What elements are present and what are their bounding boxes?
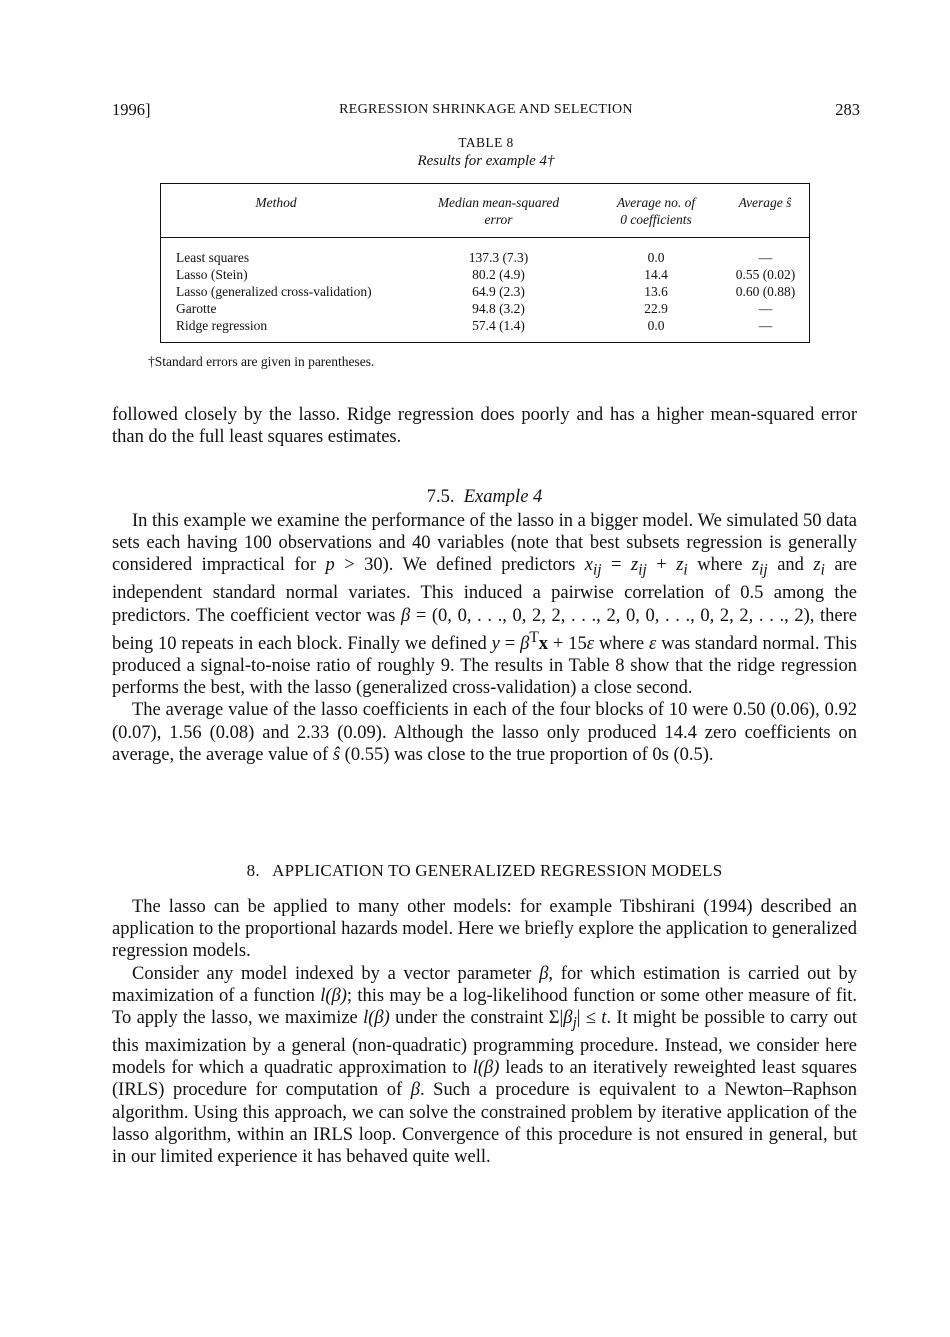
results-table [160,183,810,343]
cell-zero-coefficients: 0.0 [647,250,665,265]
table-footnote: †Standard errors are given in parentheses. [148,354,375,369]
math-symbol: t [601,1008,607,1029]
running-head-title: REGRESSION SHRINKAGE AND SELECTION [339,102,633,117]
running-head [112,100,860,124]
math-vector: x [538,633,548,654]
text-run: (0.55) was close to the true proportion of 0s (0.5). [340,744,714,765]
text-run: Consider any model indexed by a vector parameter [132,963,540,984]
cell-method: Lasso (generalized cross-validation) [176,284,372,299]
math-subscript: ij [638,562,647,580]
text-run: , for which estimation is carried out by maximization of a function [112,963,857,1006]
cell-mse: 80.2 (4.9) [472,267,525,282]
table-label: TABLE 8 [458,135,514,150]
cell-zero-coefficients: 22.9 [644,301,668,316]
paragraph: The lasso can be applied to many other models: for example Tibshirani (1994) described an application to the proportional hazards model. Here we briefly explore the application to generalized regression models. [112,897,857,962]
text-run: = [601,555,631,576]
text-run: was standard normal. This produced a signal-to-noise ratio of roughly 9. The results in Table 8 show that the ridge regression performs the best, with the lasso (generalized cross-validation) a close second. [112,633,857,699]
math-symbol: z [631,555,639,576]
column-header-line: Median mean-squared [437,195,560,210]
cell-average-s: — [758,318,773,333]
paragraph-text: followed closely by the lasso. Ridge regression does poorly and has a higher mean-squared error than do the full least squares estimates. [112,405,857,448]
math-subscript: ij [592,562,602,580]
text-run: = [499,633,521,654]
math-subscript: i [820,562,825,580]
math-symbol: l(β) [472,1058,500,1079]
math-symbol: z [676,555,684,576]
section-body [112,896,857,1168]
math-symbol: ε [649,633,657,654]
cell-zero-coefficients: 13.6 [644,284,668,299]
column-header-mse [416,194,581,228]
text-run: > 30). We defined predictors [334,555,585,576]
cell-mse: 57.4 (1.4) [472,318,525,333]
column-header-zero-coefficients [581,194,731,228]
text-run: The average value of the lasso coefficients in each of the four blocks of 10 were 0.50 (0.06), 0.92 (0.07), 1.56 (0.08) and 2.33 (0.09). Although the lasso only produced 14.4 zero coefficients on average, the average value of [112,700,857,765]
cell-zero-coefficients: 0.0 [647,318,665,333]
cell-average-s: — [758,250,773,265]
paragraph [112,699,857,766]
text-run: and [767,555,814,576]
math-symbol: β [539,963,549,984]
table-body [161,249,809,334]
math-subscript: j [572,1014,577,1032]
math-symbol: l(β) [320,985,347,1006]
math-symbol: ŝ [332,744,341,765]
text-run: . Such a procedure is equivalent to a Newton–Raphson algorithm. Using this approach, we can solve the constrained problem by iterative application of the lasso algorithm, within an IRLS loop. Convergence of this procedure is not ensured in general, but in our limited experience it has behaved quite well. [112,1080,857,1167]
math-symbol: x [584,555,593,576]
subsection-number: 7.5. [426,487,455,507]
subsection-title: Example 4 [463,487,543,507]
table-title: Results for example 4† [417,153,555,169]
text-run: + [646,555,677,576]
table-row [161,266,809,283]
text-run: under the constraint Σ| [389,1008,564,1029]
running-head-year: 1996] [112,100,151,119]
text-run: . It might be possible to carry out this maximization by a general (non-quadratic) programming procedure. Instead, we consider here models for which a quadratic approximation to [112,1008,857,1079]
text-run: where [594,633,650,654]
math-symbol: ε [586,633,595,654]
table-row [161,317,809,334]
text-run: In this example we examine the performance of the lasso in a bigger model. We simulated 50 data sets each having 100 observations and 40 variables (note that best subsets regression is generally considered impractical for [112,511,857,576]
text-run: are independent standard normal variates. This induced a pairwise correlation of 0.5 among the predictors. The coefficient vector was [112,555,857,626]
math-symbol: z [813,555,821,576]
cell-zero-coefficients: 14.4 [644,267,668,282]
text-run: | ≤ [576,1008,602,1029]
math-subscript: ij [759,562,768,580]
column-header-average-s [721,194,809,211]
cell-average-s: 0.60 (0.88) [735,284,796,299]
math-symbol: z [751,555,760,576]
cell-method: Garotte [176,301,217,316]
cell-mse: 64.9 (2.3) [472,284,525,299]
table-header-rule [161,237,809,238]
subsection-body [112,510,857,766]
math-symbol: β [520,633,530,654]
column-header-line: Average no. of [616,195,696,210]
cell-method: Lasso (Stein) [176,267,248,282]
cell-mse: 137.3 (7.3) [468,250,529,265]
continuation-paragraph [112,404,857,448]
cell-average-s: 0.55 (0.02) [735,267,796,282]
cell-mse: 94.8 (3.2) [472,301,525,316]
page-number: 283 [835,100,860,119]
math-subscript: i [683,562,688,580]
cell-method: Least squares [176,250,250,265]
column-header-line: Method [255,195,297,210]
math-symbol: l(β) [363,1008,390,1029]
math-symbol: y [491,633,500,654]
table-row [161,249,809,266]
cell-average-s: — [758,301,773,316]
column-header-method [201,194,351,211]
section-heading: 8. APPLICATION TO GENERALIZED REGRESSION MODELS [246,861,723,880]
text-run: where [687,555,752,576]
column-header-line: 0 coefficients [620,212,692,227]
math-symbol: β [563,1008,573,1029]
math-superscript: T [529,628,539,646]
math-symbol: p [325,555,335,576]
paragraph [112,963,857,1169]
table-caption [112,134,860,170]
text-run: + 15 [547,633,587,654]
text-run: ; this may be a log-likelihood function or some other measure of fit. To apply the lasso, we maximize [112,985,857,1029]
table-row [161,300,809,317]
text-run: leads to an iteratively reweighted least squares (IRLS) procedure for computation of [112,1058,857,1101]
math-symbol: β [400,605,411,626]
table-row [161,283,809,300]
cell-method: Ridge regression [176,318,268,333]
paragraph [112,510,857,699]
column-header-line: Average ŝ [738,195,792,210]
column-header-line: error [484,212,513,227]
math-symbol: β [410,1080,420,1101]
text-run: = (0, 0, . . ., 0, 2, 2, . . ., 2, 0, 0, . . ., 0, 2, 2, . . ., 2), there being 10 repeats in each block. Finally we defined [112,605,857,654]
subsection-heading [112,487,857,508]
